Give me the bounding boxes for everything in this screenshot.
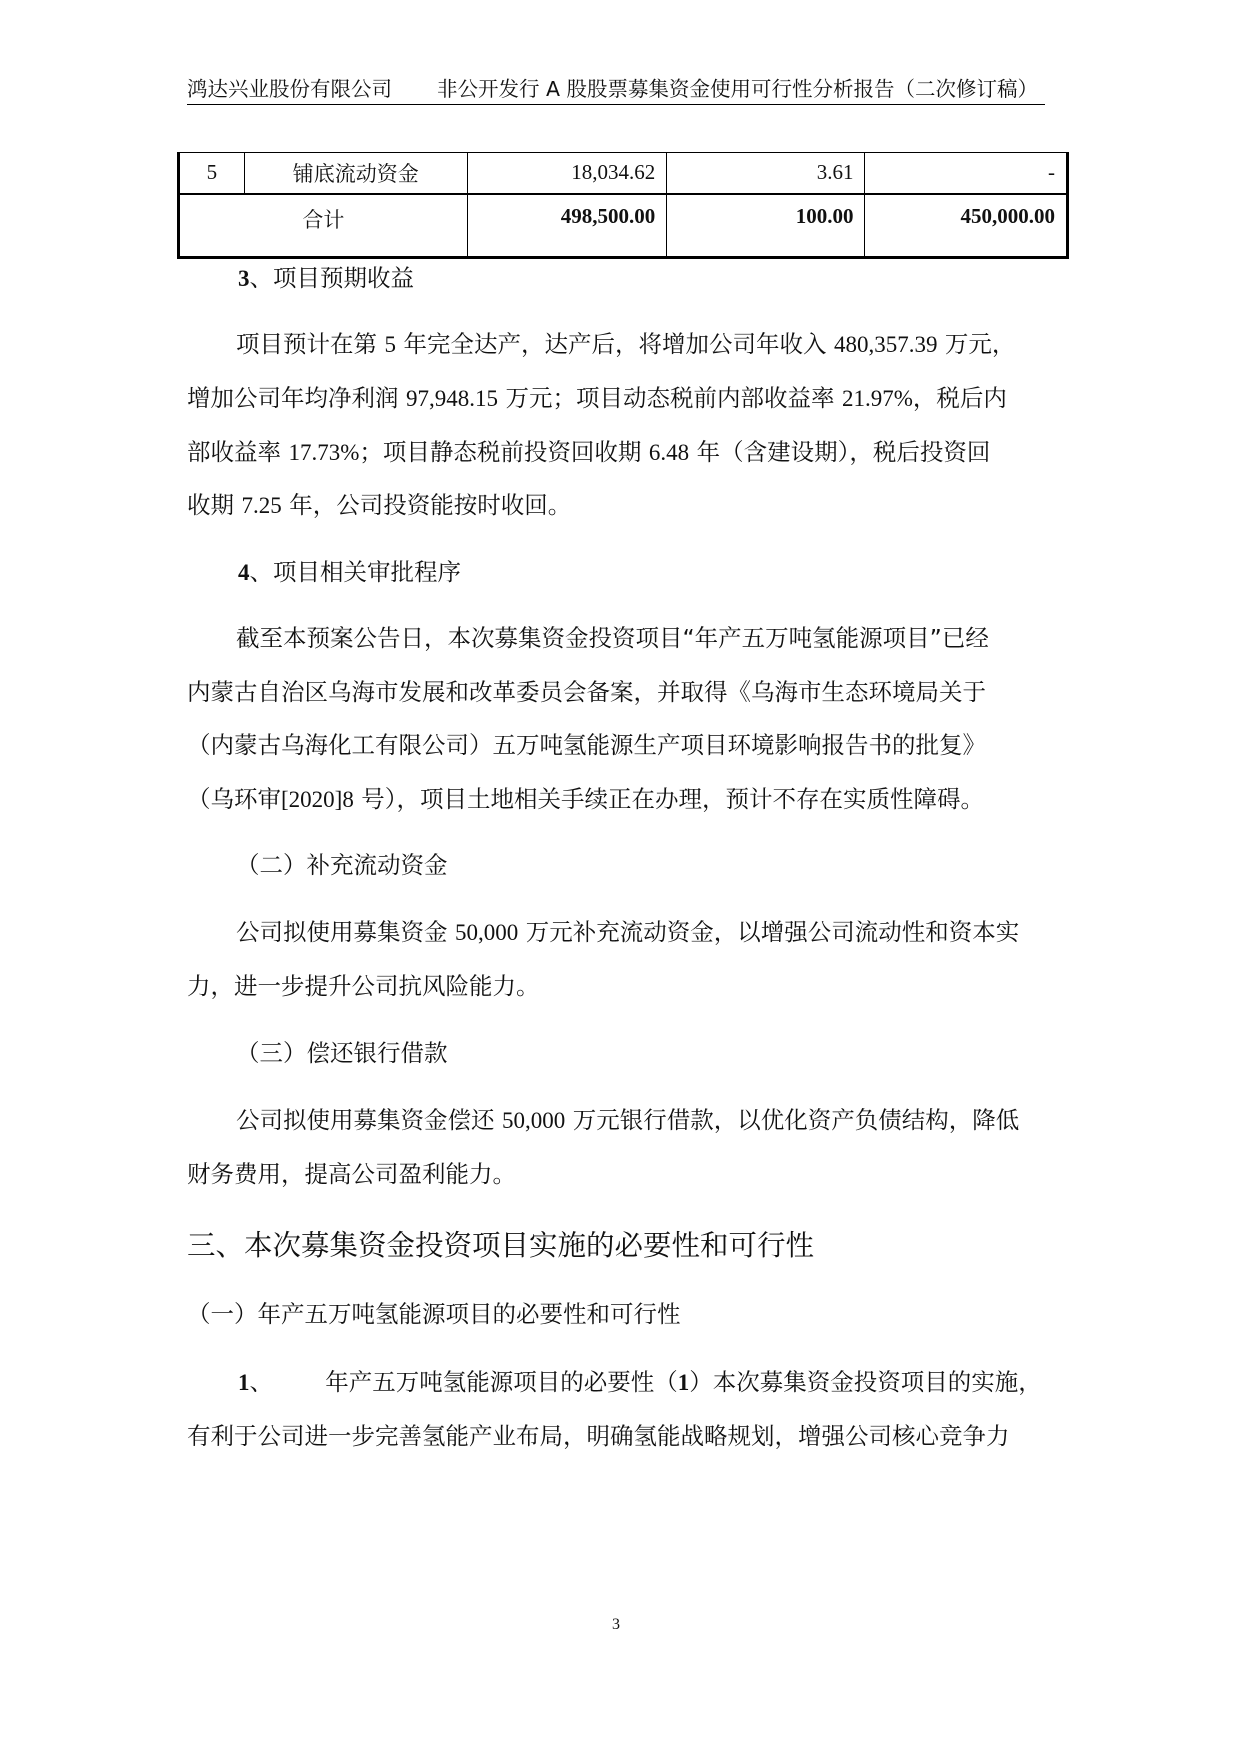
sub2-heading: （二）补充流动资金	[236, 851, 448, 879]
sub3-heading: （三）偿还银行借款	[236, 1039, 448, 1067]
chapter3-heading: 三、本次募集资金投资项目实施的必要性和可行性	[187, 1229, 815, 1262]
section4-heading: 4、项目相关审批程序	[238, 558, 461, 586]
section4-line1: 截至本预案公告日，本次募集资金投资项目“年产五万吨氢能源项目”已经	[236, 624, 989, 652]
total-raised: 450,000.00	[865, 194, 1068, 258]
sub2-line1: 公司拟使用募集资金 50,000 万元补充流动资金，以增强公司流动性和资本实	[236, 918, 1020, 946]
row-item: 铺底流动资金	[244, 153, 467, 194]
section4-line3: （内蒙古乌海化工有限公司）五万吨氢能源生产项目环境影响报告书的批复》	[187, 731, 986, 759]
section4-line2: 内蒙古自治区乌海市发展和改革委员会备案，并取得《乌海市生态环境局关于	[187, 678, 986, 706]
row-raised: -	[865, 153, 1068, 194]
section3-line2: 增加公司年均净利润 97,948.15 万元；项目动态税前内部收益率 21.97%，税后内	[187, 384, 1007, 412]
section4-line4: （乌环审[2020]8 号），项目土地相关手续正在办理，预计不存在实质性障碍。	[187, 785, 985, 813]
total-ratio: 100.00	[667, 194, 865, 258]
section3-line4: 收期 7.25 年，公司投资能按时收回。	[187, 491, 572, 519]
header-company: 鸿达兴业股份有限公司	[187, 77, 392, 101]
page-number: 3	[612, 1616, 620, 1633]
sub3-line2: 财务费用，提高公司盈利能力。	[187, 1160, 516, 1188]
fund-table	[177, 152, 1069, 259]
section3-line1: 项目预计在第 5 年完全达产，达产后，将增加公司年收入 480,357.39 万元，	[236, 330, 1016, 358]
table-row	[179, 153, 1068, 194]
chapter3-p1-line1: 1、 年产五万吨氢能源项目的必要性（1）本次募集资金投资项目的实施，	[238, 1368, 1042, 1396]
header-title: 非公开发行 A 股股票募集资金使用可行性分析报告（二次修订稿）	[437, 77, 1039, 101]
section3-line3: 部收益率 17.73%；项目静态税前投资回收期 6.48 年（含建设期），税后投资回	[187, 438, 991, 466]
chapter3-p1-line2: 有利于公司进一步完善氢能产业布局，明确氢能战略规划，增强公司核心竞争力	[187, 1422, 1010, 1450]
total-amount: 498,500.00	[467, 194, 667, 258]
total-label: 合计	[179, 194, 468, 258]
page-header	[187, 76, 1045, 105]
sub3-line1: 公司拟使用募集资金偿还 50,000 万元银行借款，以优化资产负债结构，降低	[236, 1106, 1020, 1134]
table-total-row	[179, 194, 1068, 258]
row-no: 5	[179, 153, 245, 194]
section3-heading: 3、项目预期收益	[238, 264, 414, 292]
chapter3-sub1: （一）年产五万吨氢能源项目的必要性和可行性	[187, 1300, 681, 1328]
row-amount: 18,034.62	[467, 153, 667, 194]
row-ratio: 3.61	[667, 153, 865, 194]
sub2-line2: 力，进一步提升公司抗风险能力。	[187, 972, 540, 1000]
